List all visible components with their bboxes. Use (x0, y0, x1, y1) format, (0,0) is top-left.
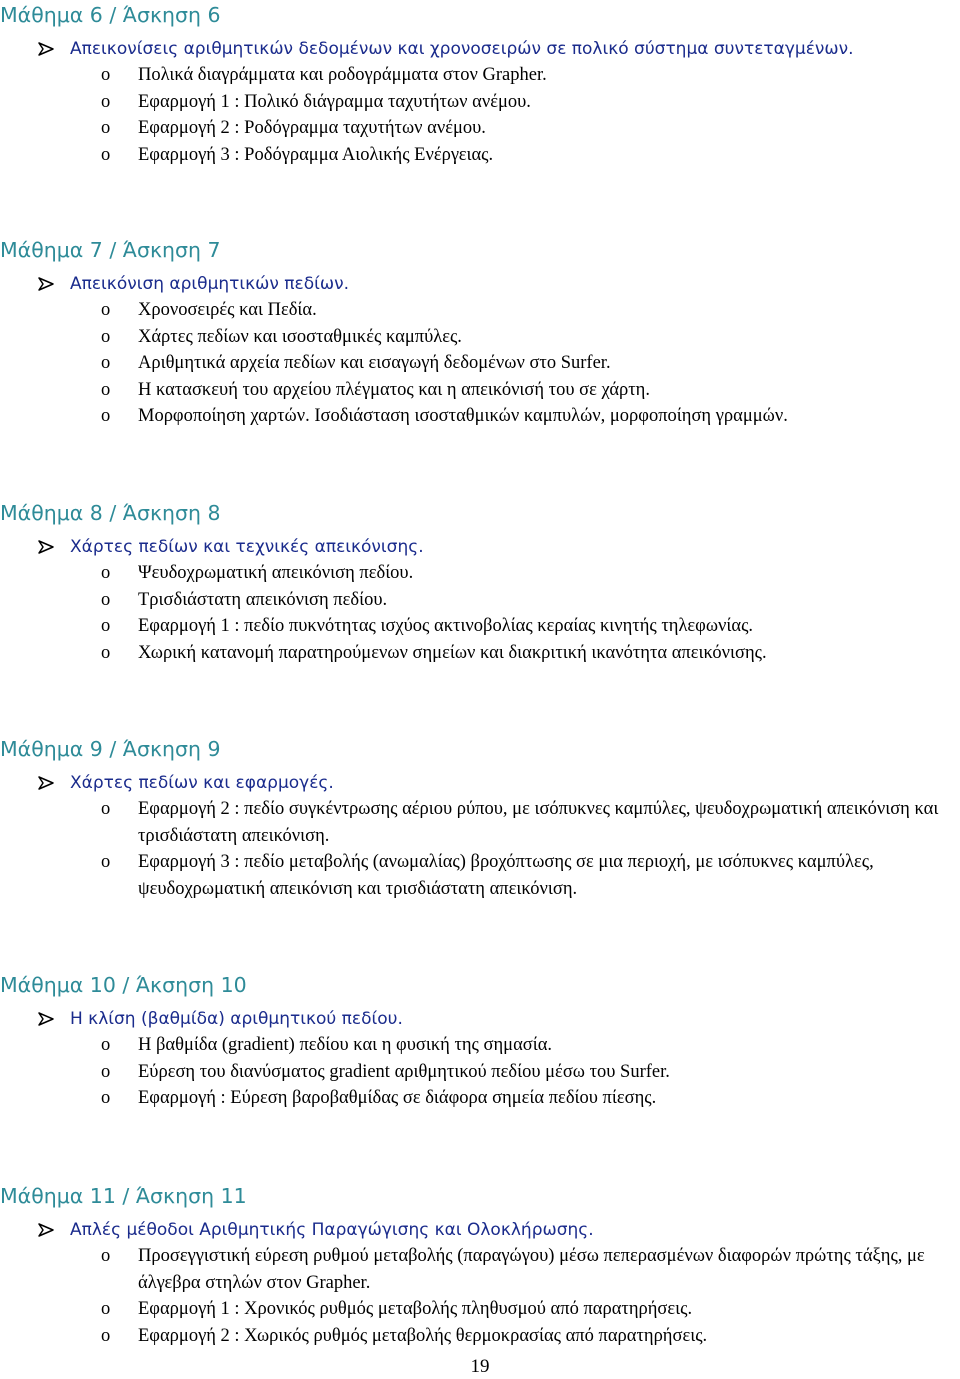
circle-bullet-icon: o (101, 563, 111, 583)
circle-bullet-icon: o (101, 144, 111, 165)
topic-text: Απεικόνιση αριθμητικών πεδίων. (70, 274, 350, 294)
circle-bullet-icon: o (101, 326, 111, 347)
topic-heading (0, 534, 960, 560)
arrow-bullet-icon (38, 36, 58, 62)
item-list (0, 62, 960, 168)
list-item: o Μορφοποίηση χαρτών. Ισοδιάσταση ισοσταθμικών καμπυλών, μορφοποίηση γραμμών. (0, 403, 960, 430)
list-item: o Εφαρμογή 1 : πεδίο πυκνότητας ισχύος ακτινοβολίας κεραίας κινητής τηλεφωνίας. (0, 613, 960, 640)
topic-text: Απεικονίσεις αριθμητικών δεδομένων και χρονοσειρών σε πολικό σύστημα συντεταγμένων. (70, 39, 854, 59)
circle-bullet-icon: o (101, 379, 111, 400)
list-item: o Εφαρμογή 3 : Ροδόγραμμα Αιολικής Ενέργειας. (0, 142, 960, 169)
circle-bullet-icon: o (101, 852, 111, 872)
circle-bullet-icon: o (101, 1246, 111, 1266)
circle-bullet-icon: o (101, 300, 111, 320)
circle-bullet-icon: o (101, 65, 111, 85)
circle-bullet-icon: o (101, 1325, 111, 1346)
list-item: o Ψευδοχρωματική απεικόνιση πεδίου. (0, 560, 960, 587)
lesson-title: Μάθημα 7 / Άσκηση 7 (0, 238, 221, 262)
lesson-title: Μάθημα 11 / Άσκηση 11 (0, 1184, 247, 1208)
list-item: o Εφαρμογή 3 : πεδίο μεταβολής (ανωμαλίας) βροχόπτωσης σε μια περιοχή, με ισόπυκνες καμπύλες, ψευδοχρωματική απεικόνιση και τρισδιάστατη απεικόνιση. (0, 849, 960, 902)
circle-bullet-icon: o (101, 1299, 111, 1319)
lesson-section (0, 500, 960, 666)
arrow-bullet-icon (38, 1006, 58, 1032)
page-number: 19 (470, 1356, 490, 1377)
topic-text: Απλές μέθοδοι Αριθμητικής Παραγώγισης και Ολοκλήρωσης. (70, 1220, 594, 1240)
list-item: o Εύρεση του διανύσματος gradient αριθμητικού πεδίου μέσω του Surfer. (0, 1059, 960, 1086)
lesson-section (0, 2, 960, 168)
arrow-bullet-icon (38, 1217, 58, 1243)
item-list (0, 796, 960, 902)
item-list (0, 560, 960, 666)
circle-bullet-icon: o (101, 642, 111, 663)
arrow-bullet-icon (38, 271, 58, 297)
circle-bullet-icon: o (101, 1035, 111, 1055)
list-item: o Χωρική κατανομή παρατηρούμενων σημείων και διακριτική ικανότητα απεικόνισης. (0, 640, 960, 667)
circle-bullet-icon: o (101, 118, 111, 138)
item-list (0, 1243, 960, 1349)
topic-text: Χάρτες πεδίων και τεχνικές απεικόνισης. (70, 537, 424, 557)
list-item: o Η κατασκευή του αρχείου πλέγματος και η απεικόνισή του σε χάρτη. (0, 377, 960, 404)
lesson-section (0, 1183, 960, 1349)
arrow-bullet-icon (38, 770, 58, 796)
topic-heading (0, 1006, 960, 1032)
list-item: o Εφαρμογή 2 : Ροδόγραμμα ταχυτήτων ανέμου. (0, 115, 960, 142)
list-item: o Εφαρμογή 1 : Πολικό διάγραμμα ταχυτήτων ανέμου. (0, 89, 960, 116)
list-item: o Εφαρμογή 2 : Χωρικός ρυθμός μεταβολής θερμοκρασίας από παρατηρήσεις. (0, 1323, 960, 1350)
topic-heading (0, 770, 960, 796)
topic-text: Χάρτες πεδίων και εφαρμογές. (70, 773, 334, 793)
lesson-section (0, 972, 960, 1112)
circle-bullet-icon: o (101, 1088, 111, 1108)
lesson-section (0, 736, 960, 902)
lesson-title: Μάθημα 10 / Άκσηση 10 (0, 973, 247, 997)
circle-bullet-icon: o (101, 406, 111, 426)
topic-heading (0, 1217, 960, 1243)
lesson-title: Μάθημα 6 / Άσκηση 6 (0, 3, 221, 27)
circle-bullet-icon: o (101, 1061, 111, 1082)
list-item: o Αριθμητικά αρχεία πεδίων και εισαγωγή δεδομένων στο Surfer. (0, 350, 960, 377)
circle-bullet-icon: o (101, 799, 111, 819)
list-item: o Προσεγγιστική εύρεση ρυθμού μεταβολής (παραγώγου) μέσω πεπερασμένων διαφορών πρώτης τάξης, με άλγεβρα στηλών στον Grapher. (0, 1243, 960, 1296)
topic-heading (0, 271, 960, 297)
lesson-title: Μάθημα 9 / Άσκηση 9 (0, 737, 221, 761)
lesson-title: Μάθημα 8 / Άσκηση 8 (0, 501, 221, 525)
list-item: o Η βαθμίδα (gradient) πεδίου και η φυσική της σημασία. (0, 1032, 960, 1059)
arrow-bullet-icon (38, 534, 58, 560)
item-list (0, 297, 960, 430)
list-item: o Χρονοσειρές και Πεδία. (0, 297, 960, 324)
list-item: o Τρισδιάστατη απεικόνιση πεδίου. (0, 587, 960, 614)
circle-bullet-icon: o (101, 91, 111, 112)
topic-text: Η κλίση (βαθμίδα) αριθμητικού πεδίου. (70, 1009, 403, 1029)
lesson-section (0, 237, 960, 430)
list-item: o Πολικά διαγράμματα και ροδογράμματα στον Grapher. (0, 62, 960, 89)
list-item: o Χάρτες πεδίων και ισοσταθμικές καμπύλες. (0, 324, 960, 351)
item-list (0, 1032, 960, 1112)
list-item: o Εφαρμογή 2 : πεδίο συγκέντρωσης αέριου ρύπου, με ισόπυκνες καμπύλες, ψευδοχρωματική απεικόνιση και τρισδιάστατη απεικόνιση. (0, 796, 960, 849)
circle-bullet-icon: o (101, 353, 111, 373)
list-item: o Εφαρμογή 1 : Χρονικός ρυθμός μεταβολής πληθυσμού από παρατηρήσεις. (0, 1296, 960, 1323)
circle-bullet-icon: o (101, 616, 111, 636)
list-item: o Εφαρμογή : Εύρεση βαροβαθμίδας σε διάφορα σημεία πεδίου πίεσης. (0, 1085, 960, 1112)
topic-heading (0, 36, 960, 62)
circle-bullet-icon: o (101, 589, 111, 610)
